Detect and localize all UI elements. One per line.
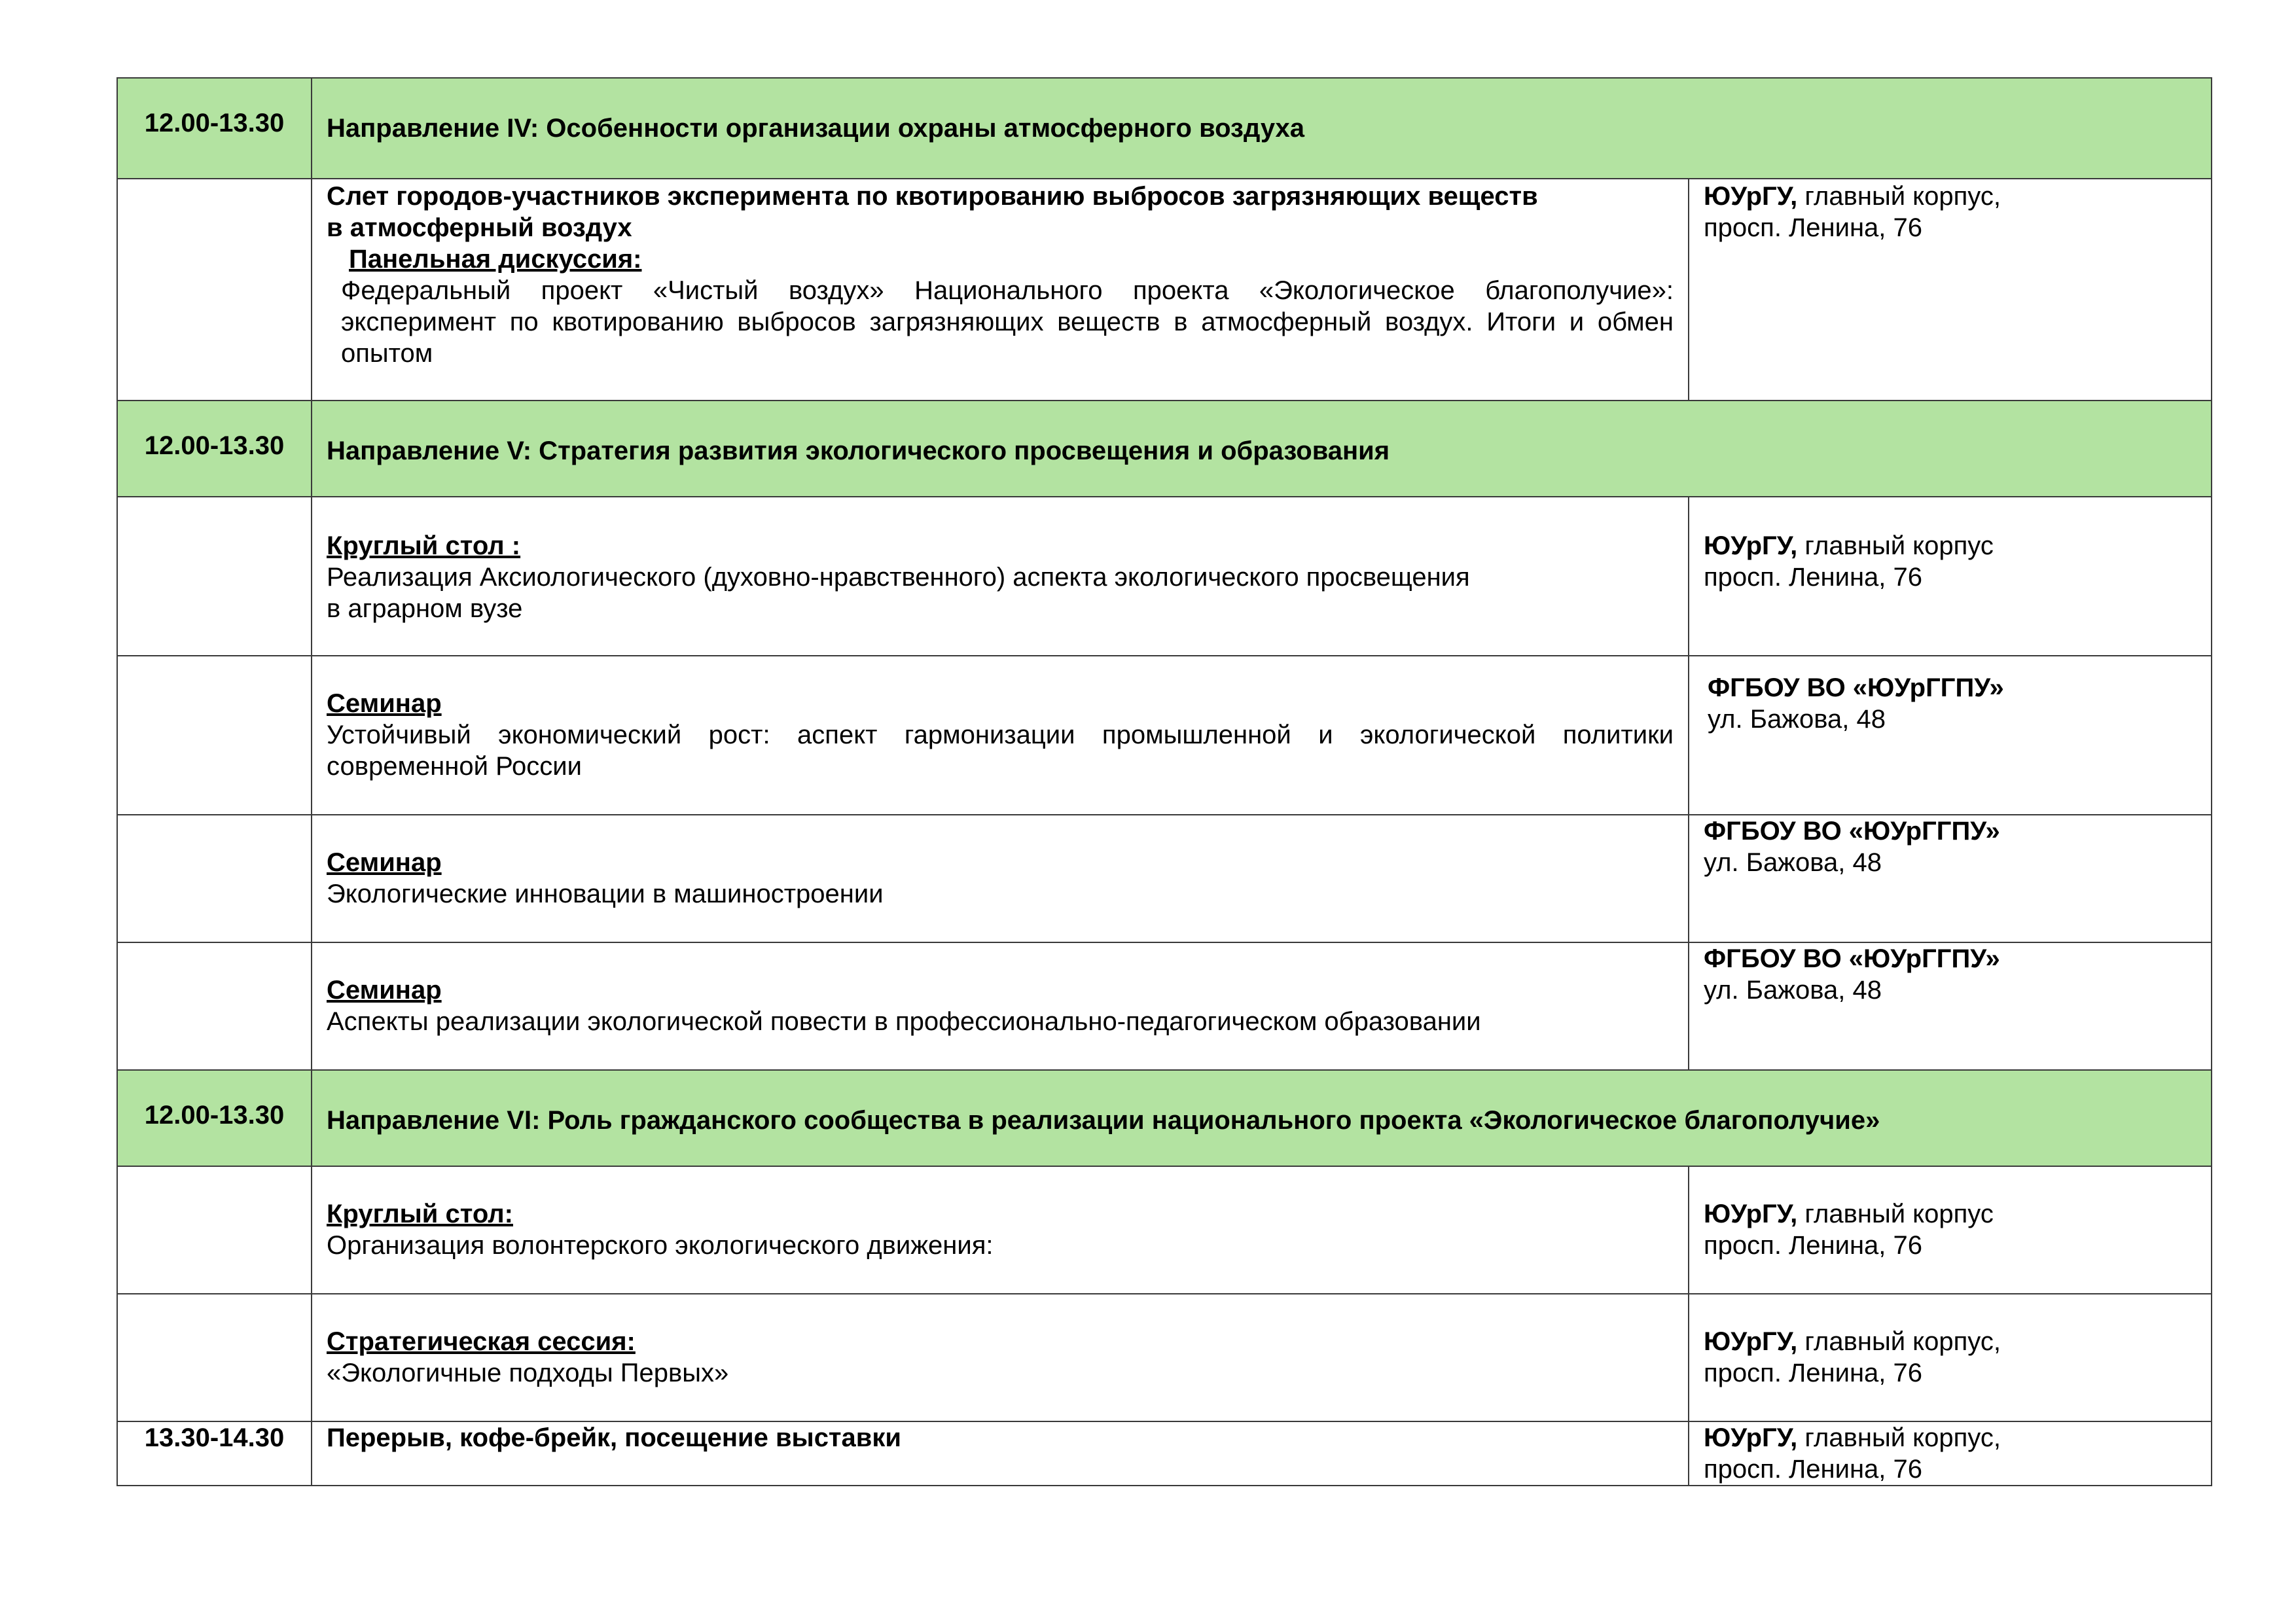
section-title: Направление V: Стратегия развития экологического просвещения и образования (327, 437, 1390, 465)
description-cell (312, 1166, 1689, 1294)
place-address: просп. Ленина, 76 (1704, 1455, 1923, 1484)
event-title-line: в атмосферный воздух (327, 213, 632, 242)
event-type: Панельная дискуссия: (349, 245, 642, 274)
event-description: Организация волонтерского экологического движения: (327, 1231, 994, 1260)
section-time: 12.00-13.30 (144, 431, 285, 460)
break-title: Перерыв, кофе-брейк, посещение выставки (327, 1423, 901, 1452)
section-title-cell (312, 401, 2212, 497)
time-cell (117, 656, 312, 815)
table-row (117, 1294, 2212, 1421)
event-type: Круглый стол : (327, 531, 521, 560)
time-cell (117, 942, 312, 1070)
place-address: просп. Ленина, 76 (1704, 1359, 1923, 1387)
place-org: ЮУрГУ, (1704, 531, 1798, 560)
section-title: Направление IV: Особенности организации охраны атмосферного воздуха (327, 114, 1305, 143)
place-building: главный корпус, (1797, 182, 2001, 211)
section-time-cell (117, 1070, 312, 1166)
place-org: ФГБОУ ВО «ЮУрГГПУ» (1704, 817, 2000, 846)
table-row (117, 497, 2212, 656)
event-type: Семинар (327, 689, 442, 718)
section-time: 12.00-13.30 (144, 1101, 285, 1130)
time-cell (117, 815, 312, 942)
table-row (117, 1166, 2212, 1294)
event-title-line: Слет городов-участников эксперимента по квотированию выбросов загрязняющих веществ (327, 182, 1538, 211)
description-cell (312, 815, 1689, 942)
place-building: главный корпус (1797, 1200, 1994, 1228)
event-type: Круглый стол: (327, 1200, 513, 1228)
place-cell (1689, 179, 2212, 401)
place-cell (1689, 656, 2212, 815)
place-org: ЮУрГУ, (1704, 182, 1798, 211)
place-address: ул. Бажова, 48 (1708, 705, 1886, 734)
place-building: главный корпус (1797, 531, 1994, 560)
place-cell (1689, 942, 2212, 1070)
event-description: Устойчивый экономический рост: аспект гармонизации промышленной и экологической политики современной России (327, 721, 1674, 781)
place-cell (1689, 1166, 2212, 1294)
place-address: ул. Бажова, 48 (1704, 976, 1882, 1005)
section-row-vi (117, 1070, 2212, 1166)
section-title: Направление VI: Роль гражданского сообщества в реализации национального проекта «Экологическое благополучие» (327, 1106, 1880, 1135)
place-cell (1689, 497, 2212, 656)
schedule-table (117, 77, 2212, 1486)
place-address: просп. Ленина, 76 (1704, 563, 1923, 592)
place-address: просп. Ленина, 76 (1704, 213, 1923, 242)
section-time-cell (117, 78, 312, 179)
section-time: 12.00-13.30 (144, 109, 285, 137)
table-row (117, 942, 2212, 1070)
section-title-cell (312, 1070, 2212, 1166)
time-cell (117, 497, 312, 656)
section-row-iv (117, 78, 2212, 179)
time-cell (117, 1294, 312, 1421)
description-cell (312, 942, 1689, 1070)
time-cell (117, 179, 312, 401)
place-building: главный корпус, (1797, 1423, 2001, 1452)
place-org: ЮУрГУ, (1704, 1327, 1798, 1356)
place-org: ЮУрГУ, (1704, 1423, 1798, 1452)
time-cell (117, 1421, 312, 1486)
place-address: ул. Бажова, 48 (1704, 848, 1882, 877)
place-org: ЮУрГУ, (1704, 1200, 1798, 1228)
place-org: ФГБОУ ВО «ЮУрГГПУ» (1704, 944, 2000, 973)
place-cell (1689, 815, 2212, 942)
event-description: Аспекты реализации экологической повести в профессионально-педагогическом образовании (327, 1007, 1481, 1036)
description-cell (312, 497, 1689, 656)
place-org: ФГБОУ ВО «ЮУрГГПУ» (1708, 673, 2004, 702)
event-description: «Экологичные подходы Первых» (327, 1359, 729, 1387)
event-type: Стратегическая сессия: (327, 1327, 636, 1356)
place-cell (1689, 1294, 2212, 1421)
place-building: главный корпус, (1797, 1327, 2001, 1356)
place-cell (1689, 1421, 2212, 1486)
section-time-cell (117, 401, 312, 497)
description-cell (312, 1294, 1689, 1421)
event-description: Экологические инновации в машиностроении (327, 880, 884, 908)
table-row-break (117, 1421, 2212, 1486)
event-type: Семинар (327, 976, 442, 1005)
table-row (117, 656, 2212, 815)
time-cell (117, 1166, 312, 1294)
table-row (117, 179, 2212, 401)
place-address: просп. Ленина, 76 (1704, 1231, 1923, 1260)
event-description-line: в аграрном вузе (327, 594, 523, 623)
description-cell (312, 656, 1689, 815)
table-row (117, 815, 2212, 942)
event-description-line: Реализация Аксиологического (духовно-нравственного) аспекта экологического просвещения (327, 563, 1470, 592)
description-cell (312, 1421, 1689, 1486)
event-description: Федеральный проект «Чистый воздух» Национального проекта «Экологическое благополучие»: эксперимент по квотированию выбросов загрязняющих веществ в атмосферный воздух. Итоги и обмен опытом (341, 276, 1674, 368)
section-title-cell (312, 78, 2212, 179)
break-time: 13.30-14.30 (144, 1423, 285, 1452)
section-row-v (117, 401, 2212, 497)
description-cell (312, 179, 1689, 401)
event-type: Семинар (327, 848, 442, 877)
